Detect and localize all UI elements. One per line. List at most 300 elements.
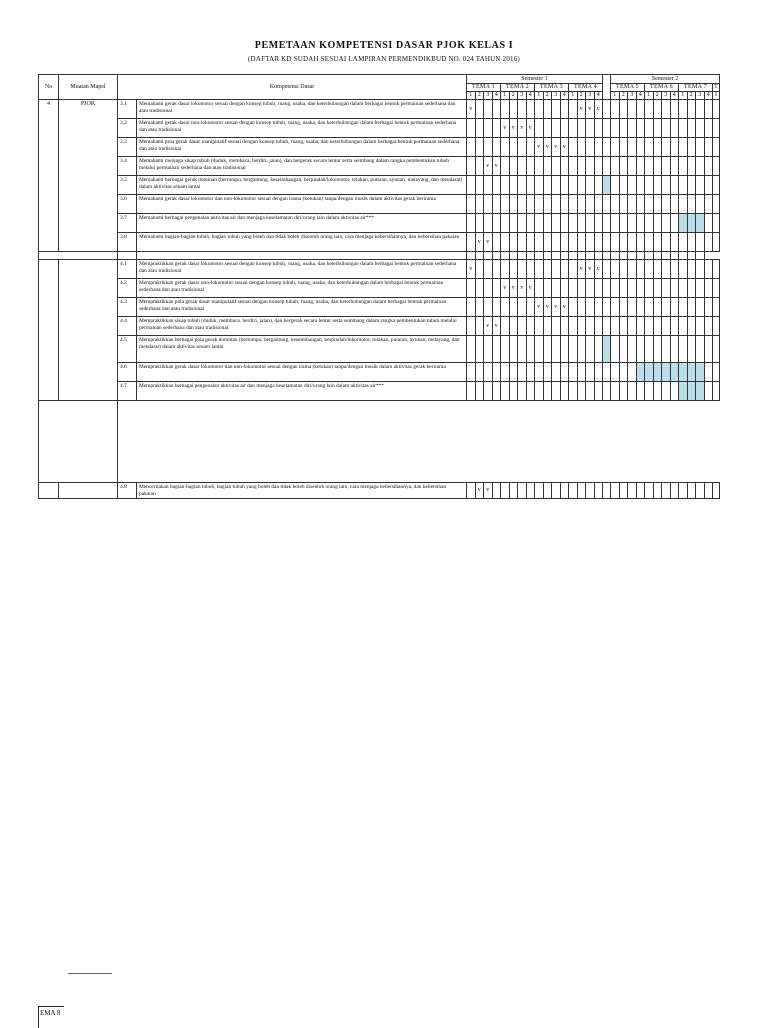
schedule-cell (560, 279, 569, 298)
schedule-cell (619, 252, 628, 260)
schedule-cell (535, 233, 544, 252)
schedule-cell (577, 279, 586, 298)
schedule-cell (484, 260, 493, 279)
kd-number: 3.6 (118, 195, 137, 214)
schedule-cell (670, 363, 679, 382)
schedule-cell (586, 252, 595, 260)
schedule-cell (518, 214, 527, 233)
schedule-cell (501, 233, 510, 252)
schedule-cell (679, 119, 688, 138)
schedule-cell (670, 100, 679, 119)
schedule-cell (526, 363, 535, 382)
schedule-cell (594, 119, 603, 138)
header-semester-2: Semester 2 (611, 75, 720, 84)
kd-description: Mempraktikkan berbagai pola gerak dominan (bertumpu, bergantung, keseimbangan, berpindah/lokomotor, tolakan, putaran, ayunan, melayang, dan mendarat) dalam aktivitas senam lantai (137, 336, 467, 363)
schedule-cell (628, 157, 637, 176)
kd-number: 4.1 (118, 260, 137, 279)
schedule-cell (704, 260, 713, 279)
header-no: No (39, 75, 59, 100)
schedule-cell (586, 317, 595, 336)
schedule-cell (679, 195, 688, 214)
schedule-cell (526, 100, 535, 119)
schedule-cell: v (501, 279, 510, 298)
schedule-cell (552, 214, 561, 233)
schedule-cell (552, 100, 561, 119)
schedule-cell (594, 483, 603, 499)
schedule-cell (535, 279, 544, 298)
schedule-cell (492, 483, 501, 499)
schedule-cell (526, 214, 535, 233)
schedule-cell (670, 317, 679, 336)
schedule-cell (662, 157, 671, 176)
header-tema7: TEMA 7 (679, 84, 713, 92)
schedule-cell (696, 119, 705, 138)
schedule-cell (696, 483, 705, 499)
schedule-cell (492, 233, 501, 252)
schedule-cell-end (713, 157, 720, 176)
schedule-cell (560, 260, 569, 279)
schedule-cell (619, 176, 628, 195)
schedule-cell: v (509, 119, 518, 138)
schedule-cell (501, 298, 510, 317)
schedule-cell (653, 279, 662, 298)
schedule-cell (653, 260, 662, 279)
schedule-cell (577, 138, 586, 157)
schedule-cell (679, 176, 688, 195)
schedule-cell (645, 157, 654, 176)
schedule-cell (619, 214, 628, 233)
schedule-cell (492, 100, 501, 119)
schedule-cell (603, 119, 611, 138)
schedule-cell (492, 336, 501, 363)
schedule-cell (653, 483, 662, 499)
schedule-cell (484, 252, 493, 260)
schedule-cell (653, 233, 662, 252)
schedule-cell (662, 233, 671, 252)
schedule-cell (636, 214, 645, 233)
kd-description: Menceritakan bagian-bagian tubuh, bagian tubuh yang boleh dan tidak boleh disentuh orang lain, cara menjaga kebersihannya, dan kebersihan pakaian (137, 483, 467, 499)
schedule-cell (492, 252, 501, 260)
schedule-cell (611, 363, 620, 382)
schedule-cell (467, 214, 476, 233)
schedule-cell (645, 260, 654, 279)
schedule-cell (484, 119, 493, 138)
schedule-cell (619, 279, 628, 298)
schedule-cell (687, 119, 696, 138)
schedule-cell (603, 279, 611, 298)
schedule-cell (577, 298, 586, 317)
schedule-cell (679, 214, 688, 233)
schedule-cell (594, 195, 603, 214)
schedule-cell (645, 279, 654, 298)
week-header: 2 (577, 92, 586, 100)
schedule-cell (475, 214, 484, 233)
schedule-cell (611, 382, 620, 401)
schedule-cell (662, 260, 671, 279)
schedule-cell (687, 195, 696, 214)
schedule-cell (679, 100, 688, 119)
schedule-cell (526, 317, 535, 336)
schedule-cell (670, 382, 679, 401)
schedule-cell (636, 382, 645, 401)
schedule-cell: v (560, 298, 569, 317)
schedule-cell (603, 214, 611, 233)
schedule-cell (687, 252, 696, 260)
schedule-cell (679, 260, 688, 279)
schedule-cell (526, 233, 535, 252)
schedule-cell (518, 260, 527, 279)
schedule-cell (475, 195, 484, 214)
schedule-cell (509, 363, 518, 382)
schedule-cell (653, 382, 662, 401)
schedule-cell (586, 233, 595, 252)
schedule-cell (687, 214, 696, 233)
schedule-cell (552, 260, 561, 279)
week-header: 3 (484, 92, 493, 100)
kd-number: 4.2 (118, 279, 137, 298)
schedule-cell: v (518, 279, 527, 298)
schedule-cell (704, 195, 713, 214)
schedule-cell (670, 279, 679, 298)
schedule-cell (611, 483, 620, 499)
schedule-cell (543, 233, 552, 252)
schedule-cell (543, 317, 552, 336)
schedule-cell (687, 483, 696, 499)
schedule-cell (679, 298, 688, 317)
schedule-cell (577, 195, 586, 214)
schedule-cell (569, 298, 578, 317)
schedule-cell (704, 336, 713, 363)
schedule-cell (636, 138, 645, 157)
schedule-cell (645, 336, 654, 363)
schedule-cell (687, 260, 696, 279)
schedule-cell (484, 100, 493, 119)
header-mapel: Muatan Mapel (59, 75, 118, 100)
sheet-tab-tema-8[interactable]: EMA 8 (38, 1006, 64, 1028)
schedule-cell (501, 363, 510, 382)
schedule-cell (586, 157, 595, 176)
schedule-cell (670, 252, 679, 260)
schedule-cell (586, 279, 595, 298)
schedule-cell (569, 252, 578, 260)
schedule-cell (518, 176, 527, 195)
schedule-cell (577, 317, 586, 336)
week-header: 1 (535, 92, 544, 100)
schedule-cell (696, 138, 705, 157)
schedule-cell (535, 157, 544, 176)
schedule-cell (628, 138, 637, 157)
schedule-cell (509, 260, 518, 279)
schedule-cell (509, 233, 518, 252)
schedule-cell (619, 100, 628, 119)
header-kd: Kompetensi Dasar (118, 75, 467, 100)
schedule-cell: v (484, 157, 493, 176)
schedule-cell (594, 233, 603, 252)
schedule-cell (704, 119, 713, 138)
schedule-cell (645, 233, 654, 252)
schedule-cell (636, 233, 645, 252)
schedule-cell-end (713, 363, 720, 382)
schedule-cell (475, 176, 484, 195)
schedule-cell (586, 363, 595, 382)
schedule-cell (636, 279, 645, 298)
schedule-cell (467, 483, 476, 499)
schedule-cell (662, 382, 671, 401)
schedule-cell (577, 119, 586, 138)
schedule-cell (687, 157, 696, 176)
schedule-cell (636, 298, 645, 317)
schedule-cell (467, 233, 476, 252)
schedule-cell (526, 138, 535, 157)
schedule-cell (704, 100, 713, 119)
kd-description: Mempraktikkan gerak dasar non-lokomotor sesuai dengan konsep tubuh, ruang, usaha, dan keterhubungan dalam berbagai bentuk permainan sederhana dan atau tradisional (137, 279, 467, 298)
schedule-cell (535, 363, 544, 382)
schedule-cell (535, 119, 544, 138)
week-header: 4 (636, 92, 645, 100)
kd-number: 3.1 (118, 100, 137, 119)
schedule-cell (552, 252, 561, 260)
schedule-cell (704, 382, 713, 401)
schedule-cell (603, 336, 611, 363)
schedule-cell (611, 233, 620, 252)
schedule-cell (492, 176, 501, 195)
schedule-cell (526, 195, 535, 214)
schedule-cell: v (467, 260, 476, 279)
week-header: 3 (696, 92, 705, 100)
schedule-cell (586, 214, 595, 233)
schedule-cell (662, 336, 671, 363)
week-header: 4 (526, 92, 535, 100)
group-separator (39, 252, 118, 260)
schedule-cell (484, 176, 493, 195)
schedule-cell (653, 298, 662, 317)
schedule-cell (628, 260, 637, 279)
schedule-cell (543, 176, 552, 195)
schedule-cell (662, 119, 671, 138)
schedule-cell (653, 100, 662, 119)
schedule-cell-end (713, 176, 720, 195)
schedule-cell (611, 138, 620, 157)
schedule-cell-end (713, 483, 720, 499)
schedule-cell (611, 157, 620, 176)
schedule-cell: v (475, 483, 484, 499)
schedule-cell (501, 336, 510, 363)
document-subtitle: (DAFTAR KD SUDAH SESUAI LAMPIRAN PERMENDIKBUD NO. 024 TAHUN 2016) (248, 55, 520, 63)
schedule-cell (509, 195, 518, 214)
schedule-cell (679, 279, 688, 298)
schedule-cell (577, 233, 586, 252)
schedule-cell (662, 363, 671, 382)
kd-number: 3.4 (118, 157, 137, 176)
schedule-cell (475, 298, 484, 317)
schedule-cell (704, 298, 713, 317)
schedule-cell: v (475, 233, 484, 252)
kd-description: Memahami menjaga sikap tubuh (duduk, membaca, berdiri, jalan), dan bergerak secara lentur serta seimbang dalam rangka pembentukan tubuh melalui permainan sederhana dan atau tradisional (137, 157, 467, 176)
schedule-cell (543, 382, 552, 401)
row-number-cont (39, 483, 59, 499)
schedule-cell (518, 195, 527, 214)
schedule-cell (509, 382, 518, 401)
week-header: 1 (501, 92, 510, 100)
schedule-cell (636, 195, 645, 214)
schedule-cell (467, 336, 476, 363)
schedule-cell (569, 382, 578, 401)
schedule-cell (696, 176, 705, 195)
week-header: 1 (611, 92, 620, 100)
schedule-cell-end (696, 252, 705, 260)
week-header: 4 (560, 92, 569, 100)
schedule-cell (560, 336, 569, 363)
schedule-cell (645, 252, 654, 260)
kd-number: 4.8 (118, 483, 137, 499)
schedule-cell (645, 298, 654, 317)
schedule-cell (569, 195, 578, 214)
schedule-cell (467, 252, 476, 260)
schedule-cell (603, 195, 611, 214)
schedule-cell (687, 298, 696, 317)
schedule-cell (543, 483, 552, 499)
schedule-cell (569, 317, 578, 336)
kd-number: 4.6 (118, 363, 137, 382)
schedule-cell (687, 100, 696, 119)
kd-number: 4.3 (118, 298, 137, 317)
week-header: 1 (645, 92, 654, 100)
schedule-cell (535, 195, 544, 214)
schedule-cell (628, 119, 637, 138)
schedule-cell (526, 252, 535, 260)
schedule-cell (611, 214, 620, 233)
schedule-cell (560, 317, 569, 336)
schedule-cell (560, 176, 569, 195)
schedule-cell (645, 317, 654, 336)
schedule-cell: v (526, 119, 535, 138)
schedule-cell (611, 260, 620, 279)
schedule-cell (653, 157, 662, 176)
schedule-cell (611, 317, 620, 336)
schedule-cell-end (713, 214, 720, 233)
schedule-cell (636, 336, 645, 363)
schedule-cell (543, 157, 552, 176)
kd-description: Mempraktikkan berbagai pengenalan aktivitas air dan menjaga keselamatan diri/orang lain dalam aktivitas air*** (137, 382, 467, 401)
schedule-cell (670, 176, 679, 195)
schedule-cell: v (594, 100, 603, 119)
schedule-cell (475, 119, 484, 138)
schedule-cell (603, 363, 611, 382)
schedule-cell (475, 279, 484, 298)
schedule-cell (492, 298, 501, 317)
schedule-cell (670, 336, 679, 363)
schedule-cell (560, 157, 569, 176)
schedule-cell (569, 138, 578, 157)
schedule-cell (679, 363, 688, 382)
schedule-cell (552, 382, 561, 401)
schedule-cell (552, 157, 561, 176)
subject-name-cont (59, 260, 118, 401)
schedule-cell (586, 195, 595, 214)
schedule-cell (645, 363, 654, 382)
schedule-cell (501, 138, 510, 157)
schedule-cell (569, 260, 578, 279)
schedule-cell (704, 138, 713, 157)
schedule-cell (577, 382, 586, 401)
schedule-cell (645, 214, 654, 233)
schedule-cell (492, 119, 501, 138)
schedule-cell (696, 317, 705, 336)
kd-description: Mempraktikkan pola gerak dasar manipulatif sesuai dengan konsep tubuh, ruang, usaha, dan keterhubungan dalam berbagai bentuk permainan sederhana dan atau tradisional (137, 298, 467, 317)
schedule-cell (603, 157, 611, 176)
schedule-cell (569, 483, 578, 499)
schedule-cell (543, 336, 552, 363)
schedule-cell (636, 363, 645, 382)
schedule-cell (475, 138, 484, 157)
schedule-cell: v (509, 279, 518, 298)
schedule-cell (569, 157, 578, 176)
schedule-cell (552, 119, 561, 138)
schedule-cell (679, 252, 688, 260)
schedule-cell (569, 363, 578, 382)
schedule-cell (509, 298, 518, 317)
schedule-cell (118, 252, 137, 260)
schedule-cell (594, 279, 603, 298)
schedule-cell (526, 382, 535, 401)
schedule-cell (577, 252, 586, 260)
schedule-cell (628, 279, 637, 298)
week-header: 4 (492, 92, 501, 100)
schedule-cell (518, 157, 527, 176)
schedule-cell (628, 233, 637, 252)
schedule-cell (645, 138, 654, 157)
row-number-cont (39, 260, 59, 401)
schedule-cell (696, 363, 705, 382)
schedule-cell (526, 336, 535, 363)
schedule-cell (679, 317, 688, 336)
document-title: PEMETAAN KOMPETENSI DASAR PJOK KELAS I (254, 40, 514, 51)
schedule-cell (704, 157, 713, 176)
schedule-cell (501, 214, 510, 233)
schedule-cell (535, 260, 544, 279)
schedule-cell (586, 119, 595, 138)
schedule-cell (577, 483, 586, 499)
schedule-cell (670, 233, 679, 252)
schedule-cell-end (713, 138, 720, 157)
schedule-cell (543, 100, 552, 119)
schedule-cell (586, 382, 595, 401)
schedule-cell (662, 195, 671, 214)
header-tema3: TEMA 3 (535, 84, 569, 92)
schedule-cell (577, 176, 586, 195)
schedule-cell (535, 483, 544, 499)
schedule-cell (619, 317, 628, 336)
header-tema6: TEMA 6 (645, 84, 679, 92)
schedule-cell (467, 176, 476, 195)
schedule-cell (611, 298, 620, 317)
schedule-cell: v (586, 260, 595, 279)
schedule-cell (662, 138, 671, 157)
schedule-cell (628, 483, 637, 499)
schedule-cell (509, 100, 518, 119)
schedule-cell (569, 336, 578, 363)
schedule-cell (687, 317, 696, 336)
schedule-cell (696, 100, 705, 119)
header-semester-1: Semester 1 (467, 75, 603, 84)
footer-divider (68, 973, 112, 974)
schedule-cell (653, 252, 662, 260)
schedule-cell: v (586, 100, 595, 119)
schedule-cell (577, 363, 586, 382)
group-separator (39, 401, 118, 483)
schedule-cell (560, 483, 569, 499)
schedule-cell (628, 100, 637, 119)
